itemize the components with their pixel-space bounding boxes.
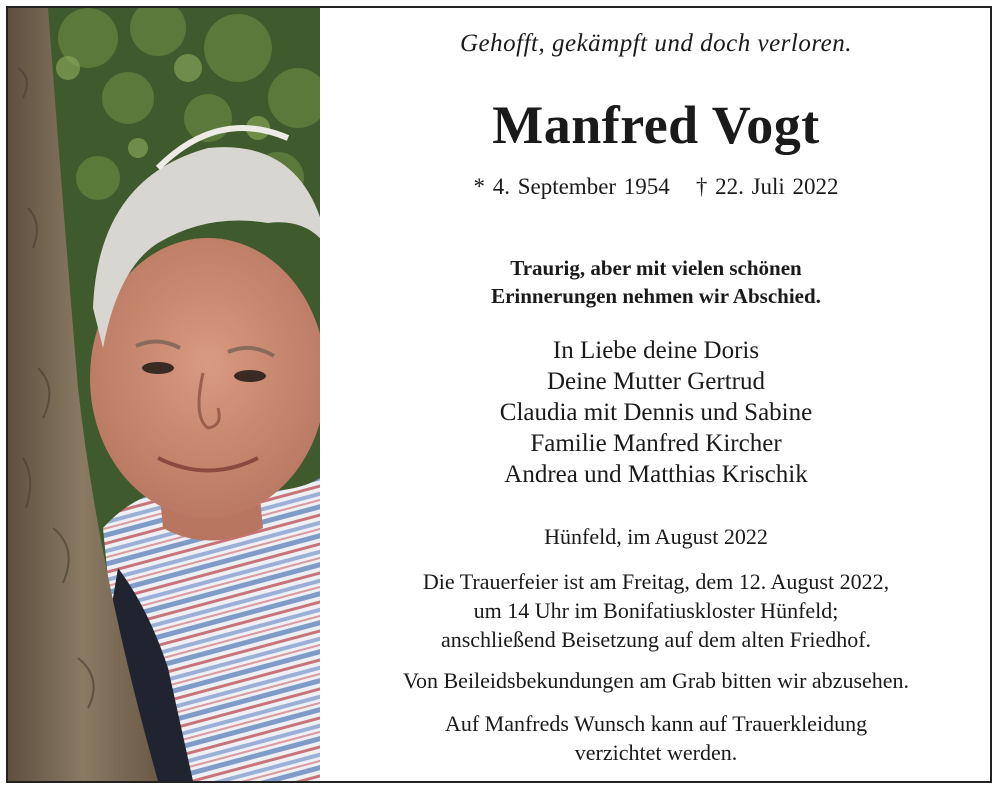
life-dates (320, 174, 992, 200)
mourner: Claudia mit Dennis und Sabine (499, 399, 813, 426)
ceremony-info (320, 567, 992, 654)
farewell-line: Traurig, aber mit vielen schönen (510, 256, 802, 280)
wish-line: verzichtet werden. (574, 740, 738, 765)
ceremony-line: Die Trauerfeier ist am Freitag, dem 12. August 2022, (422, 569, 890, 594)
place-date: Hünfeld, im August 2022 (544, 524, 768, 549)
ceremony-line: anschließend Beisetzung auf dem alten Friedhof. (440, 627, 872, 652)
motto: Gehofft, gekämpft und doch verloren. (460, 30, 852, 57)
obituary-card (6, 6, 992, 783)
wish-line: Auf Manfreds Wunsch kann auf Trauerkleidung (444, 711, 868, 736)
mourner: In Liebe deine Doris (552, 337, 760, 364)
mourner: Familie Manfred Kircher (530, 430, 782, 457)
ceremony-line: um 14 Uhr im Bonifatiuskloster Hünfeld; (473, 598, 839, 623)
portrait-photo (8, 8, 320, 781)
mourner: Deine Mutter Gertrud (547, 368, 765, 395)
farewell-text (320, 254, 992, 310)
farewell-line: Erinnerungen nehmen wir Abschied. (491, 284, 821, 308)
mourner: Andrea und Matthias Krischik (504, 461, 808, 488)
obituary-text (320, 8, 992, 781)
deceased-name: Manfred Vogt (492, 95, 820, 155)
birth-date: * 4. September 1954 (473, 174, 670, 199)
mourners-list (320, 335, 992, 490)
condolence-note: Von Beileidsbekundungen am Grab bitten wir abzusehen. (402, 668, 910, 693)
portrait-illustration (8, 8, 320, 781)
dress-code-note (320, 709, 992, 767)
death-date: † 22. Juli 2022 (695, 174, 839, 199)
